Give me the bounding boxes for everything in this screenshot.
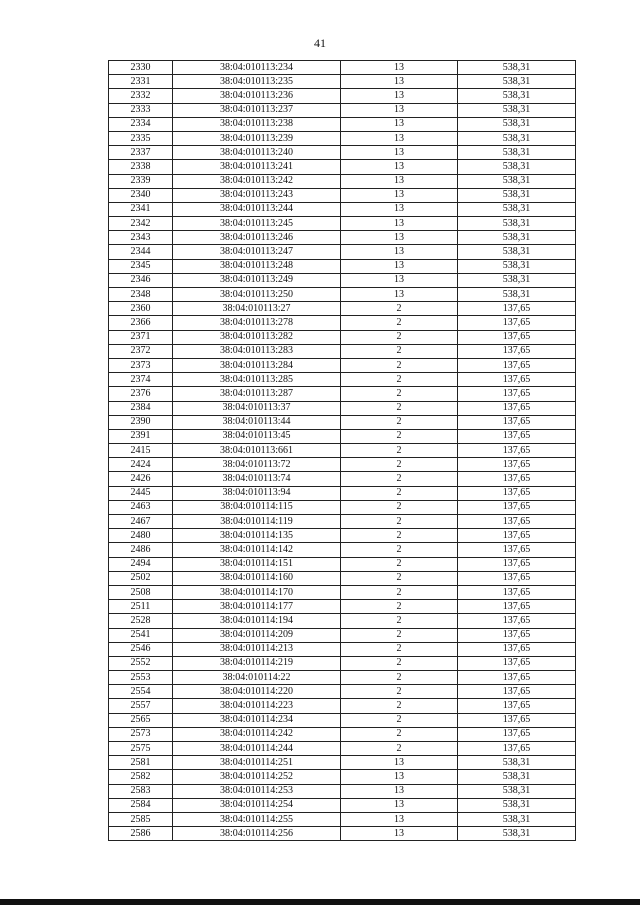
row-number-cell: 2581 xyxy=(109,756,173,770)
count-cell: 2 xyxy=(341,685,458,699)
row-number-cell: 2374 xyxy=(109,373,173,387)
cadastral-number-cell: 38:04:010114:234 xyxy=(173,713,341,727)
count-cell: 2 xyxy=(341,642,458,656)
count-cell: 13 xyxy=(341,798,458,812)
table-row xyxy=(109,529,576,543)
table-row xyxy=(109,628,576,642)
value-cell: 137,65 xyxy=(458,387,576,401)
count-cell: 2 xyxy=(341,415,458,429)
row-number-cell: 2390 xyxy=(109,415,173,429)
cadastral-number-cell: 38:04:010113:287 xyxy=(173,387,341,401)
table-row xyxy=(109,245,576,259)
count-cell: 13 xyxy=(341,756,458,770)
table-row xyxy=(109,600,576,614)
row-number-cell: 2552 xyxy=(109,656,173,670)
table-row xyxy=(109,273,576,287)
count-cell: 13 xyxy=(341,146,458,160)
row-number-cell: 2348 xyxy=(109,288,173,302)
value-cell: 137,65 xyxy=(458,500,576,514)
data-table xyxy=(108,60,576,841)
value-cell: 538,31 xyxy=(458,174,576,188)
value-cell: 137,65 xyxy=(458,571,576,585)
count-cell: 2 xyxy=(341,486,458,500)
row-number-cell: 2331 xyxy=(109,75,173,89)
count-cell: 13 xyxy=(341,827,458,841)
count-cell: 2 xyxy=(341,401,458,415)
value-cell: 137,65 xyxy=(458,699,576,713)
table-row xyxy=(109,373,576,387)
cadastral-number-cell: 38:04:010114:115 xyxy=(173,500,341,514)
count-cell: 13 xyxy=(341,288,458,302)
table-row xyxy=(109,429,576,443)
table-row xyxy=(109,302,576,316)
value-cell: 538,31 xyxy=(458,770,576,784)
cadastral-number-cell: 38:04:010113:238 xyxy=(173,117,341,131)
table-row xyxy=(109,131,576,145)
count-cell: 13 xyxy=(341,245,458,259)
table-row xyxy=(109,415,576,429)
count-cell: 13 xyxy=(341,202,458,216)
cadastral-number-cell: 38:04:010113:250 xyxy=(173,288,341,302)
count-cell: 13 xyxy=(341,259,458,273)
value-cell: 538,31 xyxy=(458,259,576,273)
count-cell: 2 xyxy=(341,600,458,614)
value-cell: 137,65 xyxy=(458,628,576,642)
count-cell: 2 xyxy=(341,571,458,585)
row-number-cell: 2480 xyxy=(109,529,173,543)
cadastral-number-cell: 38:04:010113:241 xyxy=(173,160,341,174)
table-row xyxy=(109,202,576,216)
value-cell: 137,65 xyxy=(458,600,576,614)
row-number-cell: 2415 xyxy=(109,444,173,458)
count-cell: 2 xyxy=(341,628,458,642)
table-row xyxy=(109,330,576,344)
count-cell: 13 xyxy=(341,61,458,75)
cadastral-number-cell: 38:04:010113:282 xyxy=(173,330,341,344)
cadastral-number-cell: 38:04:010114:194 xyxy=(173,614,341,628)
row-number-cell: 2586 xyxy=(109,827,173,841)
value-cell: 538,31 xyxy=(458,217,576,231)
count-cell: 13 xyxy=(341,117,458,131)
table-row xyxy=(109,827,576,841)
cadastral-number-cell: 38:04:010114:256 xyxy=(173,827,341,841)
cadastral-number-cell: 38:04:010113:74 xyxy=(173,472,341,486)
count-cell: 2 xyxy=(341,742,458,756)
value-cell: 137,65 xyxy=(458,642,576,656)
value-cell: 137,65 xyxy=(458,656,576,670)
count-cell: 2 xyxy=(341,529,458,543)
count-cell: 2 xyxy=(341,515,458,529)
value-cell: 538,31 xyxy=(458,89,576,103)
table-row xyxy=(109,515,576,529)
value-cell: 137,65 xyxy=(458,415,576,429)
count-cell: 13 xyxy=(341,75,458,89)
value-cell: 137,65 xyxy=(458,401,576,415)
value-cell: 137,65 xyxy=(458,373,576,387)
row-number-cell: 2360 xyxy=(109,302,173,316)
table-row xyxy=(109,500,576,514)
cadastral-number-cell: 38:04:010114:209 xyxy=(173,628,341,642)
value-cell: 137,65 xyxy=(458,330,576,344)
cadastral-number-cell: 38:04:010114:244 xyxy=(173,742,341,756)
value-cell: 538,31 xyxy=(458,61,576,75)
cadastral-number-cell: 38:04:010114:253 xyxy=(173,784,341,798)
cadastral-number-cell: 38:04:010114:242 xyxy=(173,727,341,741)
row-number-cell: 2467 xyxy=(109,515,173,529)
value-cell: 538,31 xyxy=(458,245,576,259)
table-row xyxy=(109,174,576,188)
row-number-cell: 2344 xyxy=(109,245,173,259)
cadastral-number-cell: 38:04:010114:135 xyxy=(173,529,341,543)
row-number-cell: 2334 xyxy=(109,117,173,131)
value-cell: 137,65 xyxy=(458,742,576,756)
cadastral-number-cell: 38:04:010114:177 xyxy=(173,600,341,614)
row-number-cell: 2384 xyxy=(109,401,173,415)
page-number: 41 xyxy=(314,36,326,50)
cadastral-number-cell: 38:04:010114:142 xyxy=(173,543,341,557)
count-cell: 2 xyxy=(341,585,458,599)
row-number-cell: 2557 xyxy=(109,699,173,713)
cadastral-number-cell: 38:04:010114:170 xyxy=(173,585,341,599)
count-cell: 13 xyxy=(341,188,458,202)
cadastral-number-cell: 38:04:010113:44 xyxy=(173,415,341,429)
row-number-cell: 2424 xyxy=(109,458,173,472)
value-cell: 137,65 xyxy=(458,486,576,500)
count-cell: 2 xyxy=(341,543,458,557)
row-number-cell: 2342 xyxy=(109,217,173,231)
table-row xyxy=(109,671,576,685)
cadastral-number-cell: 38:04:010113:240 xyxy=(173,146,341,160)
row-number-cell: 2366 xyxy=(109,316,173,330)
cadastral-number-cell: 38:04:010114:219 xyxy=(173,656,341,670)
row-number-cell: 2372 xyxy=(109,344,173,358)
cadastral-number-cell: 38:04:010113:283 xyxy=(173,344,341,358)
value-cell: 538,31 xyxy=(458,131,576,145)
value-cell: 538,31 xyxy=(458,103,576,117)
count-cell: 2 xyxy=(341,671,458,685)
row-number-cell: 2376 xyxy=(109,387,173,401)
row-number-cell: 2463 xyxy=(109,500,173,514)
cadastral-number-cell: 38:04:010113:243 xyxy=(173,188,341,202)
table-row xyxy=(109,699,576,713)
value-cell: 137,65 xyxy=(458,685,576,699)
row-number-cell: 2426 xyxy=(109,472,173,486)
row-number-cell: 2582 xyxy=(109,770,173,784)
table-row xyxy=(109,387,576,401)
cadastral-number-cell: 38:04:010114:255 xyxy=(173,812,341,826)
count-cell: 13 xyxy=(341,217,458,231)
table-row xyxy=(109,756,576,770)
table-row xyxy=(109,713,576,727)
table-row xyxy=(109,103,576,117)
row-number-cell: 2585 xyxy=(109,812,173,826)
table-row xyxy=(109,585,576,599)
cadastral-number-cell: 38:04:010114:22 xyxy=(173,671,341,685)
table-row xyxy=(109,259,576,273)
table-row xyxy=(109,685,576,699)
table-row xyxy=(109,557,576,571)
cadastral-number-cell: 38:04:010113:236 xyxy=(173,89,341,103)
table-row xyxy=(109,316,576,330)
count-cell: 13 xyxy=(341,174,458,188)
count-cell: 2 xyxy=(341,344,458,358)
table-row xyxy=(109,784,576,798)
value-cell: 137,65 xyxy=(458,557,576,571)
value-cell: 538,31 xyxy=(458,273,576,287)
row-number-cell: 2340 xyxy=(109,188,173,202)
row-number-cell: 2341 xyxy=(109,202,173,216)
table-row xyxy=(109,798,576,812)
count-cell: 13 xyxy=(341,273,458,287)
value-cell: 538,31 xyxy=(458,231,576,245)
row-number-cell: 2338 xyxy=(109,160,173,174)
table-row xyxy=(109,614,576,628)
cadastral-number-cell: 38:04:010114:223 xyxy=(173,699,341,713)
value-cell: 137,65 xyxy=(458,458,576,472)
row-number-cell: 2546 xyxy=(109,642,173,656)
count-cell: 13 xyxy=(341,784,458,798)
row-number-cell: 2371 xyxy=(109,330,173,344)
cadastral-number-cell: 38:04:010113:244 xyxy=(173,202,341,216)
row-number-cell: 2333 xyxy=(109,103,173,117)
count-cell: 2 xyxy=(341,699,458,713)
cadastral-number-cell: 38:04:010113:246 xyxy=(173,231,341,245)
value-cell: 538,31 xyxy=(458,160,576,174)
value-cell: 538,31 xyxy=(458,288,576,302)
table-row xyxy=(109,188,576,202)
row-number-cell: 2345 xyxy=(109,259,173,273)
count-cell: 2 xyxy=(341,330,458,344)
count-cell: 2 xyxy=(341,713,458,727)
page-bottom-edge xyxy=(0,899,640,905)
count-cell: 2 xyxy=(341,387,458,401)
count-cell: 2 xyxy=(341,656,458,670)
count-cell: 13 xyxy=(341,103,458,117)
value-cell: 137,65 xyxy=(458,302,576,316)
row-number-cell: 2584 xyxy=(109,798,173,812)
value-cell: 538,31 xyxy=(458,75,576,89)
table-row xyxy=(109,160,576,174)
cadastral-number-cell: 38:04:010114:213 xyxy=(173,642,341,656)
count-cell: 2 xyxy=(341,316,458,330)
value-cell: 137,65 xyxy=(458,429,576,443)
value-cell: 137,65 xyxy=(458,472,576,486)
table-row xyxy=(109,444,576,458)
row-number-cell: 2332 xyxy=(109,89,173,103)
cadastral-number-cell: 38:04:010113:239 xyxy=(173,131,341,145)
cadastral-number-cell: 38:04:010113:248 xyxy=(173,259,341,273)
row-number-cell: 2335 xyxy=(109,131,173,145)
cadastral-number-cell: 38:04:010113:249 xyxy=(173,273,341,287)
row-number-cell: 2391 xyxy=(109,429,173,443)
count-cell: 2 xyxy=(341,429,458,443)
table-row xyxy=(109,642,576,656)
cadastral-number-cell: 38:04:010113:242 xyxy=(173,174,341,188)
cadastral-number-cell: 38:04:010114:119 xyxy=(173,515,341,529)
row-number-cell: 2541 xyxy=(109,628,173,642)
value-cell: 538,31 xyxy=(458,812,576,826)
table-body xyxy=(109,61,576,841)
table-row xyxy=(109,401,576,415)
row-number-cell: 2508 xyxy=(109,585,173,599)
value-cell: 137,65 xyxy=(458,529,576,543)
count-cell: 13 xyxy=(341,231,458,245)
cadastral-number-cell: 38:04:010113:94 xyxy=(173,486,341,500)
cadastral-number-cell: 38:04:010113:245 xyxy=(173,217,341,231)
cadastral-number-cell: 38:04:010113:661 xyxy=(173,444,341,458)
cadastral-number-cell: 38:04:010114:254 xyxy=(173,798,341,812)
count-cell: 13 xyxy=(341,770,458,784)
count-cell: 2 xyxy=(341,557,458,571)
count-cell: 13 xyxy=(341,812,458,826)
table-row xyxy=(109,344,576,358)
value-cell: 137,65 xyxy=(458,515,576,529)
table-row xyxy=(109,770,576,784)
value-cell: 538,31 xyxy=(458,756,576,770)
count-cell: 2 xyxy=(341,614,458,628)
count-cell: 2 xyxy=(341,358,458,372)
value-cell: 137,65 xyxy=(458,358,576,372)
cadastral-number-cell: 38:04:010113:237 xyxy=(173,103,341,117)
value-cell: 137,65 xyxy=(458,444,576,458)
value-cell: 137,65 xyxy=(458,713,576,727)
count-cell: 2 xyxy=(341,444,458,458)
row-number-cell: 2511 xyxy=(109,600,173,614)
table-row xyxy=(109,75,576,89)
row-number-cell: 2528 xyxy=(109,614,173,628)
value-cell: 538,31 xyxy=(458,784,576,798)
value-cell: 137,65 xyxy=(458,316,576,330)
table-row xyxy=(109,217,576,231)
cadastral-number-cell: 38:04:010113:27 xyxy=(173,302,341,316)
table-row xyxy=(109,458,576,472)
value-cell: 538,31 xyxy=(458,117,576,131)
value-cell: 137,65 xyxy=(458,585,576,599)
row-number-cell: 2494 xyxy=(109,557,173,571)
row-number-cell: 2445 xyxy=(109,486,173,500)
count-cell: 2 xyxy=(341,458,458,472)
table-row xyxy=(109,486,576,500)
count-cell: 2 xyxy=(341,373,458,387)
cadastral-number-cell: 38:04:010113:278 xyxy=(173,316,341,330)
cadastral-number-cell: 38:04:010114:160 xyxy=(173,571,341,585)
cadastral-number-cell: 38:04:010114:252 xyxy=(173,770,341,784)
value-cell: 137,65 xyxy=(458,543,576,557)
cadastral-number-cell: 38:04:010113:285 xyxy=(173,373,341,387)
row-number-cell: 2583 xyxy=(109,784,173,798)
count-cell: 13 xyxy=(341,160,458,174)
row-number-cell: 2373 xyxy=(109,358,173,372)
table-row xyxy=(109,727,576,741)
row-number-cell: 2573 xyxy=(109,727,173,741)
table-row xyxy=(109,231,576,245)
count-cell: 13 xyxy=(341,131,458,145)
value-cell: 137,65 xyxy=(458,614,576,628)
value-cell: 538,31 xyxy=(458,188,576,202)
table-row xyxy=(109,117,576,131)
value-cell: 538,31 xyxy=(458,798,576,812)
table-row xyxy=(109,288,576,302)
value-cell: 137,65 xyxy=(458,671,576,685)
cadastral-number-cell: 38:04:010114:220 xyxy=(173,685,341,699)
value-cell: 538,31 xyxy=(458,202,576,216)
table-row xyxy=(109,358,576,372)
row-number-cell: 2330 xyxy=(109,61,173,75)
row-number-cell: 2346 xyxy=(109,273,173,287)
table-row xyxy=(109,472,576,486)
row-number-cell: 2553 xyxy=(109,671,173,685)
cadastral-number-cell: 38:04:010113:72 xyxy=(173,458,341,472)
value-cell: 538,31 xyxy=(458,827,576,841)
row-number-cell: 2339 xyxy=(109,174,173,188)
table-row xyxy=(109,89,576,103)
row-number-cell: 2554 xyxy=(109,685,173,699)
cadastral-number-cell: 38:04:010113:234 xyxy=(173,61,341,75)
table-row xyxy=(109,656,576,670)
count-cell: 2 xyxy=(341,500,458,514)
cadastral-number-cell: 38:04:010113:247 xyxy=(173,245,341,259)
table-row xyxy=(109,543,576,557)
count-cell: 2 xyxy=(341,302,458,316)
cadastral-number-cell: 38:04:010113:37 xyxy=(173,401,341,415)
value-cell: 137,65 xyxy=(458,727,576,741)
count-cell: 2 xyxy=(341,472,458,486)
row-number-cell: 2486 xyxy=(109,543,173,557)
table-row xyxy=(109,742,576,756)
count-cell: 2 xyxy=(341,727,458,741)
count-cell: 13 xyxy=(341,89,458,103)
row-number-cell: 2337 xyxy=(109,146,173,160)
cadastral-number-cell: 38:04:010113:235 xyxy=(173,75,341,89)
value-cell: 538,31 xyxy=(458,146,576,160)
cadastral-number-cell: 38:04:010114:151 xyxy=(173,557,341,571)
table-row xyxy=(109,61,576,75)
row-number-cell: 2502 xyxy=(109,571,173,585)
value-cell: 137,65 xyxy=(458,344,576,358)
cadastral-number-cell: 38:04:010114:251 xyxy=(173,756,341,770)
cadastral-number-cell: 38:04:010113:45 xyxy=(173,429,341,443)
table-row xyxy=(109,812,576,826)
row-number-cell: 2565 xyxy=(109,713,173,727)
table-row xyxy=(109,571,576,585)
table-row xyxy=(109,146,576,160)
row-number-cell: 2575 xyxy=(109,742,173,756)
cadastral-number-cell: 38:04:010113:284 xyxy=(173,358,341,372)
row-number-cell: 2343 xyxy=(109,231,173,245)
